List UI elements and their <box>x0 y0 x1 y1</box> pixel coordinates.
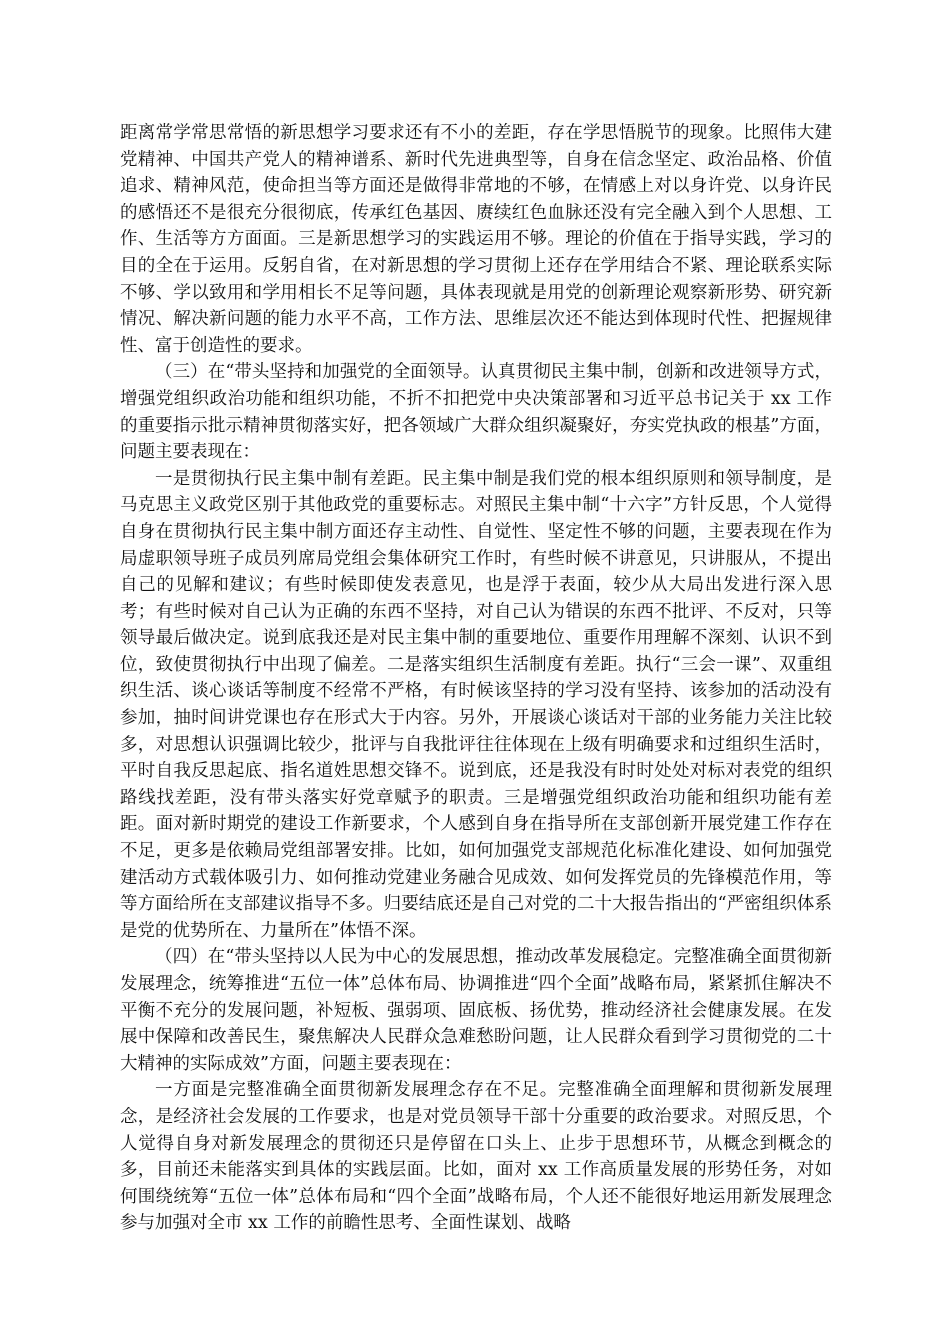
document-page <box>120 120 832 1237</box>
paragraph-new-development-concept: 一方面是完整准确全面贯彻新发展理念存在不足。完整准确全面理解和贯彻新发展理念，是经济社会发展的工作要求，也是对党员领导干部十分重要的政治要求。对照反思，个人觉得自身对新发展理念的贯彻还只是停留在口头上、止步于思想环节，从概念到概念的多，目前还未能落实到具体的实践层面。比如，面对 xx 工作高质量发展的形势任务，对如何围绕统筹“五位一体”总体布局和“四个全面”战略布局，个人还不能很好地运用新发展理念参与加强对全市 xx 工作的前瞻性思考、全面性谋划、战略 <box>120 1080 832 1234</box>
paragraph-continuation: 距离常学常思常悟的新思想学习要求还有不小的差距，存在学思悟脱节的现象。比照伟大建党精神、中国共产党人的精神谱系、新时代先进典型等，自身在信念坚定、政治品格、价值追求、精神风范，使命担当等方面还是做得非常地的不够，在情感上对以身许党、以身许民的感悟还不是很充分很彻底，传承红色基因、赓续红色血脉还没有完全融入到个人思想、工作、生活等方方面面。三是新思想学习的实践运用不够。理论的价值在于指导实践，学习的目的全在于运用。反躬自省，在对新思想的学习贯彻上还存在学用结合不紧、理论联系实际不够、学以致用和学用相长不足等问题，具体表现就是用党的创新理论观察新形势、研究新情况、解决新问题的能力水平不高，工作方法、思维层次还不能达到体现时代性、把握规律性、富于创造性的要求。 <box>120 123 832 356</box>
paragraph-democratic-centralism: 一是贯彻执行民主集中制有差距。民主集中制是我们党的根本组织原则和领导制度，是马克思主义政党区别于其他政党的重要标志。对照民主集中制“十六字”方针反思，个人觉得自身在贯彻执行民主集中制方面还存主动性、自觉性、坚定性不够的问题，主要表现在作为局虚职领导班子成员列席局党组会集体研究工作时，有些时候不讲意见，只讲服从，不提出自己的见解和建议；有些时候即使发表意见，也是浮于表面，较少从大局出发进行深入思考；有些时候对自己认为正确的东西不坚持，对自己认为错误的东西不批评、不反对，只等领导最后做决定。说到底我还是对民主集中制的重要地位、重要作用理解不深刻、认识不到位，致使贯彻执行中出现了偏差。二是落实组织生活制度有差距。执行“三会一课”、双重组织生活、谈心谈话等制度不经常不严格，有时候该坚持的学习没有坚持、该参加的活动没有参加，抽时间讲党课也存在形式大于内容。另外，开展谈心谈话对干部的业务能力关注比较多，对思想认识强调比较少，批评与自我批评往往体现在上级有明确要求和过组织生活时，平时自我反思起底、指名道姓思想交锋不。说到底，还是我没有时时处处对标对表党的组织路线找差距，没有带头落实好党章赋予的职责。三是增强党组织政治功能和组织功能有差距。面对新时期党的建设工作新要求，个人感到自身在指导所在支部创新开展党建工作存在不足，更多是依赖局党组部署安排。比如，如何加强党支部规范化标准化建设、如何加强党建活动方式载体吸引力、如何推动党建业务融合见成效、如何发挥党员的先锋模范作用，等等方面给所在支部建议指导不多。归要结底还是自己对党的二十大报告指出的“严密组织体系是党的优势所在、力量所在”体悟不深。 <box>120 468 832 941</box>
paragraph-section-three-heading: （三）在“带头坚持和加强党的全面领导。认真贯彻民主集中制，创新和改进领导方式，增强党组织政治功能和组织功能，不折不扣把党中央决策部署和习近平总书记关于 xx 工作的重要指示批示精神贯彻落实好，把各领域广大群众组织凝聚好，夯实党执政的根基”方面，问题主要表现在： <box>120 362 832 463</box>
paragraph-section-four-heading: （四）在“带头坚持以人民为中心的发展思想，推动改革发展稳定。完整准确全面贯彻新发展理念，统筹推进“五位一体”总体布局、协调推进“四个全面”战略布局，紧紧抓住解决不平衡不充分的发展问题，补短板、强弱项、固底板、扬优势，推动经济社会健康发展。在发展中保障和改善民生，聚焦解决人民群众急难愁盼问题，让人民群众看到学习贯彻党的二十大精神的实际成效”方面，问题主要表现在： <box>120 947 832 1074</box>
